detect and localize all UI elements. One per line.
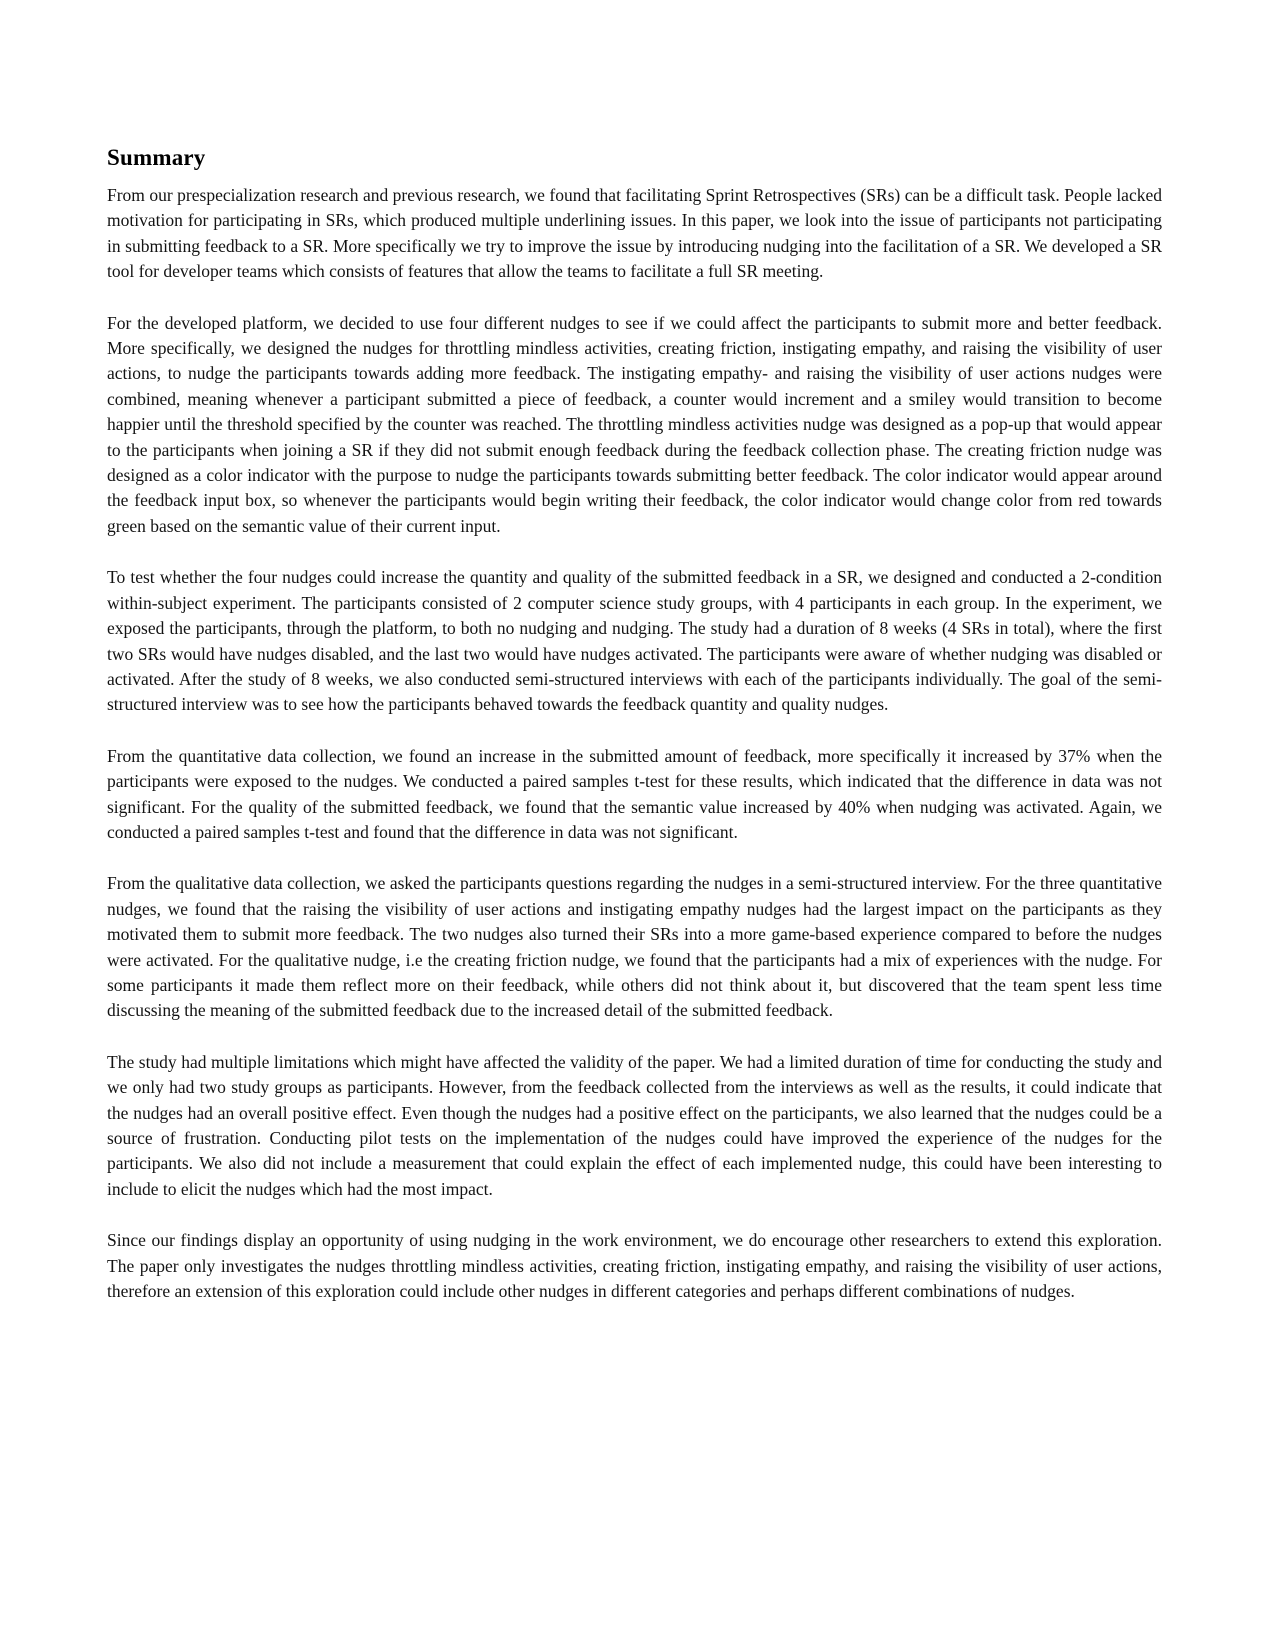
- paragraph-limitations: The study had multiple limitations which might have affected the validity of the paper. We had a limited duration of time for conducting the study and we only had two study groups as participants. However, from the feedback collected from the interviews as well as the results, it could indicate that the nudges had an overall positive effect. Even though the nudges had a positive effect on the participants, we also learned that the nudges could be a source of frustration. Conducting pilot tests on the implementation of the nudges could have improved the experience of the nudges for the participants. We also did not include a measurement that could explain the effect of each implemented nudge, this could have been interesting to include to elicit the nudges which had the most impact.: [107, 1051, 1162, 1199]
- paragraph-future-work: Since our findings display an opportunity of using nudging in the work environment, we do encourage other researchers to extend this exploration. The paper only investigates the nudges throttling mindless activities, creating friction, instigating empathy, and raising the visibility of user actions, therefore an extension of this exploration could include other nudges in different categories and perhaps different combinations of nudges.: [107, 1230, 1162, 1302]
- paragraph-intro: From our prespecialization research and previous research, we found that facilitating Sprint Retrospectives (SRs) can be a difficult task. People lacked motivation for participating in SRs, which produced multiple underlining issues. In this paper, we look into the issue of participants not participating in submitting feedback to a SR. More specifically we try to improve the issue by introducing nudging into the facilitation of a SR. We developed a SR tool for developer teams which consists of features that allow the teams to facilitate a full SR meeting.: [107, 185, 1162, 282]
- paragraph-nudge-design: For the developed platform, we decided to use four different nudges to see if we could affect the participants to submit more and better feedback. More specifically, we designed the nudges for throttling mindless activities, creating friction, instigating empathy, and raising the visibility of user actions, to nudge the participants towards adding more feedback. The instigating empathy- and raising the visibility of user actions nudges were combined, meaning whenever a participant submitted a piece of feedback, a counter would increment and a smiley would transition to become happier until the threshold specified by the counter was reached. The throttling mindless activities nudge was designed as a pop-up that would appear to the participants when joining a SR if they did not submit enough feedback during the feedback collection phase. The creating friction nudge was designed as a color indicator with the purpose to nudge the participants towards submitting better feedback. The color indicator would appear around the feedback input box, so whenever the participants would begin writing their feedback, the color indicator would change color from red towards green based on the semantic value of their current input.: [107, 312, 1162, 536]
- paragraph-experiment-setup: To test whether the four nudges could increase the quantity and quality of the submitted feedback in a SR, we designed and conducted a 2-condition within-subject experiment. The participants consisted of 2 computer science study groups, with 4 participants in each group. In the experiment, we exposed the participants, through the platform, to both no nudging and nudging. The study had a duration of 8 weeks (4 SRs in total), where the first two SRs would have nudges disabled, and the last two would have nudges activated. The participants were aware of whether nudging was disabled or activated. After the study of 8 weeks, we also conducted semi-structured interviews with each of the participants individually. The goal of the semi-structured interview was to see how the participants behaved towards the feedback quantity and quality nudges.: [107, 567, 1162, 715]
- paragraph-qualitative-results: From the qualitative data collection, we asked the participants questions regarding the nudges in a semi-structured interview. For the three quantitative nudges, we found that the raising the visibility of user actions and instigating empathy nudges had the largest impact on the participants as they motivated them to submit more feedback. The two nudges also turned their SRs into a more game-based experience compared to before the nudges were activated. For the qualitative nudge, i.e the creating friction nudge, we found that the participants had a mix of experiences with the nudge. For some participants it made them reflect more on their feedback, while others did not think about it, but discovered that the team spent less time discussing the meaning of the submitted feedback due to the increased detail of the submitted feedback.: [107, 873, 1162, 1021]
- paragraph-quantitative-results: From the quantitative data collection, we found an increase in the submitted amount of feedback, more specifically it increased by 37% when the participants were exposed to the nudges. We conducted a paired samples t-test for these results, which indicated that the difference in data was not significant. For the quality of the submitted feedback, we found that the semantic value increased by 40% when nudging was activated. Again, we conducted a paired samples t-test and found that the difference in data was not significant.: [107, 745, 1162, 842]
- summary-heading: Summary: [107, 145, 206, 170]
